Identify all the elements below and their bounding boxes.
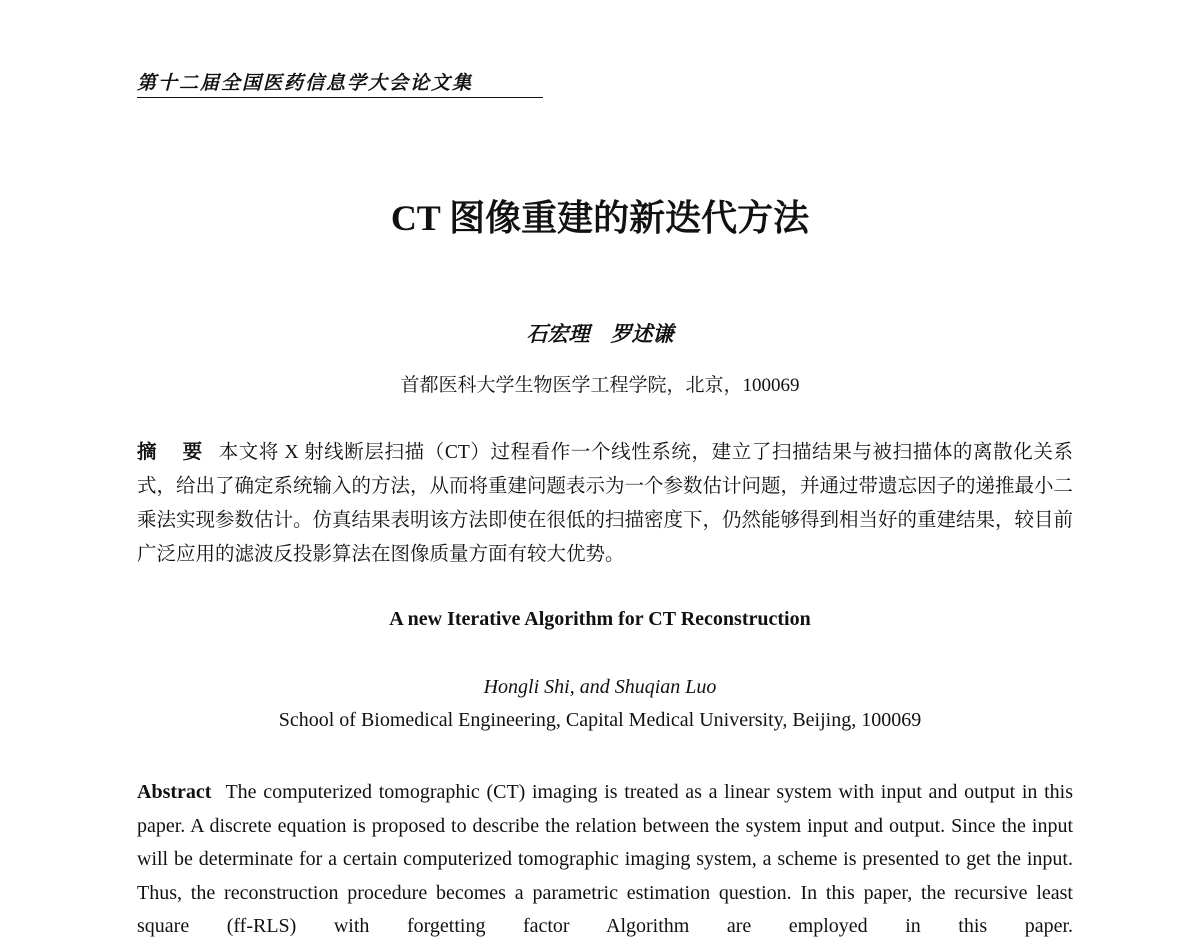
abstract-label-en: Abstract — [137, 781, 212, 803]
affiliation-en: School of Biomedical Engineering, Capital Medical University, Beijing, 100069 — [278, 709, 922, 731]
abstract-cn — [137, 436, 1073, 572]
abstract-label-cn: 摘 要 — [137, 442, 213, 463]
paper-title-cn: CT 图像重建的新迭代方法 — [390, 198, 810, 238]
paper-title-en: A new Iterative Algorithm for CT Reconstruction — [389, 608, 811, 630]
authors-cn: 石宏理 罗述谦 — [526, 322, 674, 346]
authors-en: Hongli Shi, and Shuqian Luo — [483, 676, 717, 698]
abstract-text-en: The computerized tomographic (CT) imaging is treated as a linear system with input and output in this paper. A discrete equation is proposed to describe the relation between the system input and output. Since the input will be determinate for a certain computerized tomographic imaging system, a scheme is presented to get the input. Thus, the reconstruction procedure becomes a parametric estimation question. In this paper, the recursive least square (ff-RLS) with forgetting factor Algorithm are employed in this paper. — [137, 781, 1073, 937]
abstract-en — [137, 776, 1073, 944]
running-header: 第十二届全国医药信息学大会论文集 — [137, 68, 543, 98]
abstract-text-cn: 本文将 X 射线断层扫描（CT）过程看作一个线性系统，建立了扫描结果与被扫描体的离散化关系式，给出了确定系统输入的方法，从而将重建问题表示为一个参数估计问题，并通过带遗忘因子的递推最小二乘法实现参数估计。仿真结果表明该方法即使在很低的扫描密度下，仍然能够得到相当好的重建结果，较目前广泛应用的滤波反投影算法在图像质量方面有较大优势。 — [137, 442, 1074, 565]
affiliation-cn: 首都医科大学生物医学工程学院，北京，100069 — [400, 375, 800, 396]
